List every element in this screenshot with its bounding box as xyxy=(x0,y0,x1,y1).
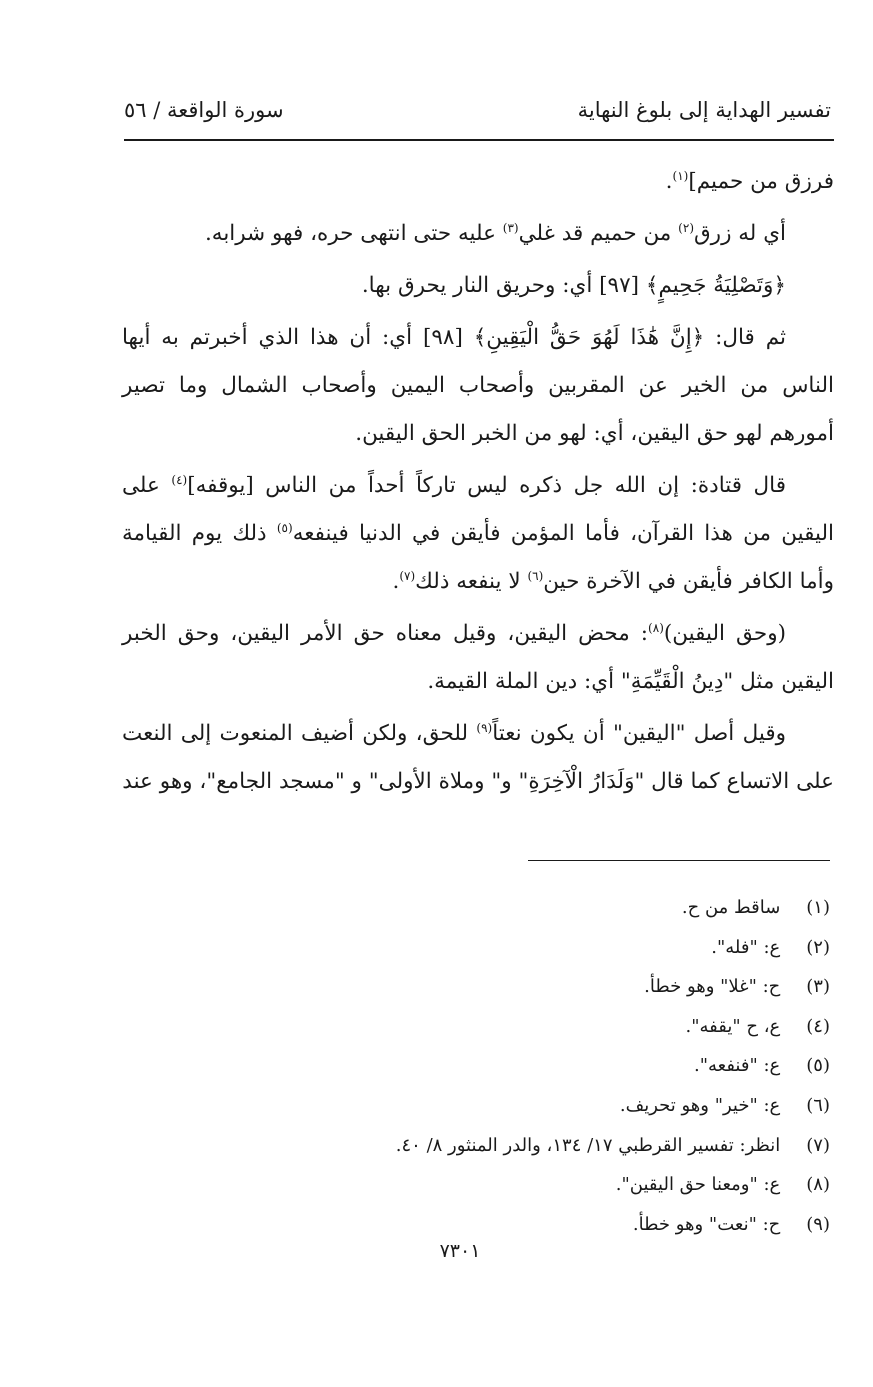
footnote-number: (٦) xyxy=(806,1094,830,1116)
text-run: فرزق من حميم] xyxy=(688,169,834,194)
text-run: ثم قال: ﴿إِنَّ هَٰذَا لَهُوَ حَقُّ الْيَقِينِ﴾ [٩٨] أي: أن هذا الذي أخبرتم به أيها الناس من الخير عن المقربين وأصحاب اليمين وأصحاب الشمال وما تصير أمورهم لهو حق اليقين، أي: لهو من الخبر الحق اليقين. xyxy=(122,325,834,446)
footnote-number: (٤) xyxy=(806,1015,830,1037)
footnote-text: ع: "ومعنا حق اليقين". xyxy=(615,1174,786,1196)
footnote-divider xyxy=(528,860,830,861)
text-run: وقيل أصل "اليقين" أن يكون نعتاً xyxy=(492,721,786,746)
paragraph xyxy=(122,262,834,310)
footnote-number: (٢) xyxy=(806,936,830,958)
paragraph xyxy=(122,158,834,206)
paragraph xyxy=(122,314,834,458)
text-run: للحق، ولكن أضيف المنعوت إلى النعت على الاتساع كما قال "وَلَدَارُ الْآخِرَةِ" و" وملاة الأولى" و "مسجد الجامع"، وهو عند xyxy=(122,721,834,794)
text-run: ﴿وَتَصْلِيَةُ جَحِيمٍ﴾ [٩٧] أي: وحريق النار يحرق بها. xyxy=(361,273,786,298)
text-run: عليه حتى انتهى حره، فهو شرابه. xyxy=(204,221,503,246)
paragraph xyxy=(122,462,834,606)
text-run: : محض اليقين، وقيل معناه حق الأمر اليقين، وحق الخبر اليقين مثل "دِينُ الْقَيِّمَةِ" أي: دين الملة القيمة. xyxy=(122,621,834,694)
footnote-item xyxy=(130,1126,830,1166)
footnote-ref: (٧) xyxy=(399,568,416,583)
running-header xyxy=(124,92,831,132)
paragraph xyxy=(122,610,834,706)
main-text xyxy=(122,158,834,810)
footnote-ref: (٩) xyxy=(476,720,493,735)
footnote-text: انظر: تفسير القرطبي ١٧/ ١٣٤، والدر المنثور ٨/ ٤٠. xyxy=(395,1134,786,1156)
text-run: أي له زرق xyxy=(694,221,786,246)
footnote-ref: (٢) xyxy=(678,220,694,235)
book-title: تفسير الهداية إلى بلوغ النهاية xyxy=(577,98,831,122)
footnote-number: (٥) xyxy=(806,1055,830,1077)
footnote-number: (٧) xyxy=(806,1134,830,1156)
footnote-ref: (٥) xyxy=(276,520,293,535)
footnote-ref: (١) xyxy=(672,168,689,183)
footnote-text: ع: "فله". xyxy=(711,936,786,958)
footnote-item xyxy=(130,928,830,968)
footnote-ref: (٨) xyxy=(648,620,664,635)
footnote-text: ح: "نعت" وهو خطأ. xyxy=(632,1213,786,1235)
text-run: . xyxy=(392,569,400,594)
footnote-item xyxy=(130,1165,830,1205)
footnote-number: (١) xyxy=(806,897,830,918)
footnote-ref: (٣) xyxy=(502,220,519,235)
text-run: (وحق اليقين) xyxy=(663,621,786,646)
footnote-text: ح: "غلا" وهو خطأ. xyxy=(644,976,786,998)
text-run: . xyxy=(665,169,673,194)
text-run: قال قتادة: إن الله جل ذكره ليس تاركاً أحداً من الناس [يوقفه] xyxy=(187,473,786,498)
footnotes xyxy=(130,888,830,1244)
footnote-ref: (٦) xyxy=(527,568,544,583)
text-run: على اليقين من هذا القرآن، فأما المؤمن فأيقن في الدنيا فينفعه xyxy=(122,473,834,546)
footnote-text: ع: "فنفعه". xyxy=(693,1055,786,1077)
page-number: ٧٣٠١ xyxy=(439,1240,481,1262)
footnote-item xyxy=(130,888,830,928)
footnote-ref: (٤) xyxy=(171,472,188,487)
footnote-text: ع، ح "يقفه". xyxy=(685,1015,786,1037)
surah-page-label: سورة الواقعة / ٥٦ xyxy=(124,98,284,122)
text-run: ذلك يوم القيامة وأما الكافر فأيقن في الآخرة حين xyxy=(122,521,834,594)
text-run: من حميم قد غلي xyxy=(518,221,679,246)
footnote-number: (٣) xyxy=(806,976,830,998)
text-run: لا ينفعه ذلك xyxy=(415,569,528,594)
footnote-item xyxy=(130,1007,830,1047)
footnote-number: (٨) xyxy=(806,1174,830,1196)
paragraph xyxy=(122,210,834,258)
header-divider xyxy=(124,139,834,141)
footnote-item xyxy=(130,1046,830,1086)
footnote-text: ع: "خير" وهو تحريف. xyxy=(619,1094,786,1116)
footnote-item xyxy=(130,1086,830,1126)
footnote-number: (٩) xyxy=(806,1213,830,1235)
footnote-item xyxy=(130,967,830,1007)
paragraph xyxy=(122,710,834,806)
footnote-item xyxy=(130,1205,830,1245)
footnote-text: ساقط من ح. xyxy=(681,897,786,918)
